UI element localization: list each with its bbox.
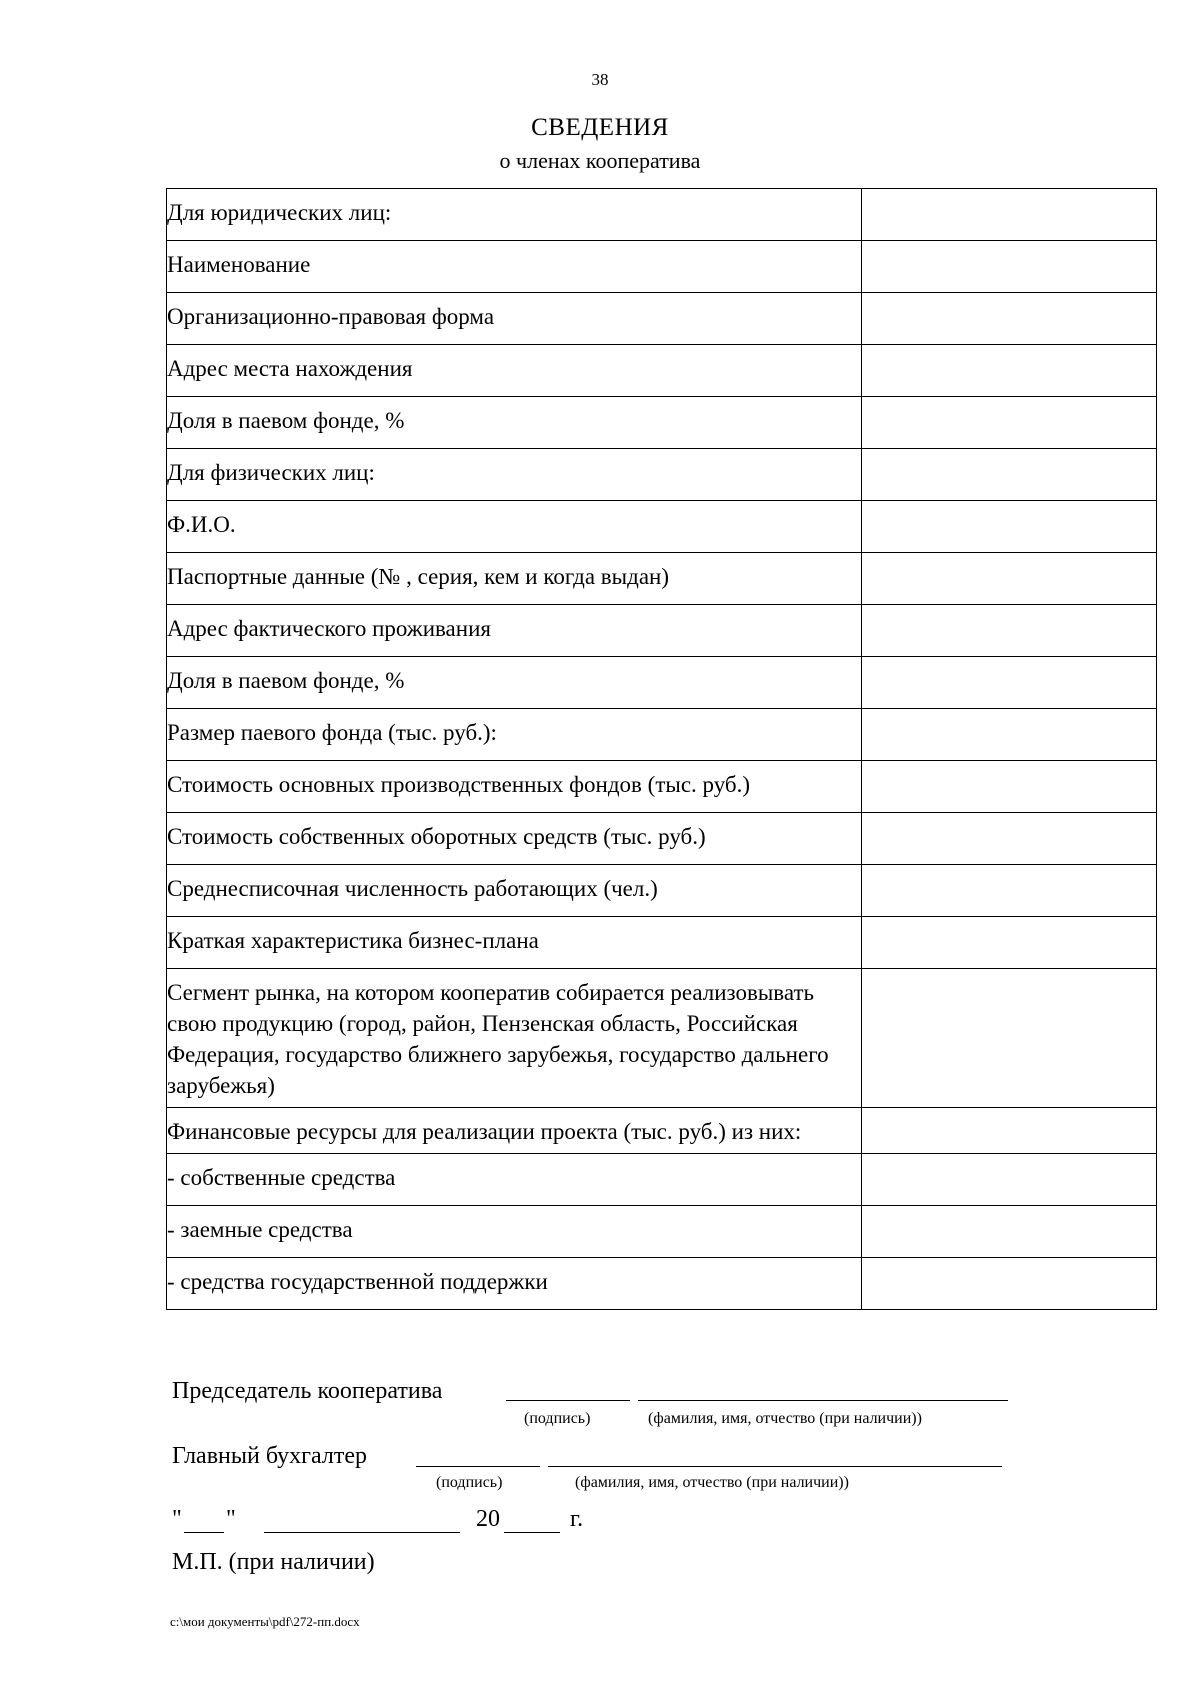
row-label: Доля в паевом фонде, % (167, 657, 862, 709)
table-row (167, 1154, 1157, 1206)
year-field[interactable] (504, 1532, 560, 1533)
value-cell[interactable] (862, 1206, 1157, 1258)
value-cell[interactable] (862, 189, 1157, 241)
value-cell[interactable] (862, 761, 1157, 813)
accountant-name-line[interactable] (548, 1466, 1002, 1467)
document-title: СВЕДЕНИЯ (531, 114, 669, 141)
value-cell[interactable] (862, 969, 1157, 1108)
row-label: Наименование (167, 241, 862, 293)
table-row (167, 293, 1157, 345)
accountant-label: Главный бухгалтер (172, 1443, 367, 1469)
value-cell[interactable] (862, 501, 1157, 553)
accountant-signature-line[interactable] (416, 1466, 540, 1467)
stamp-note: М.П. (при наличии) (172, 1549, 375, 1575)
row-label: - заемные средства (167, 1206, 862, 1258)
year-prefix: 20 (476, 1506, 500, 1532)
table-row (167, 917, 1157, 969)
table-row (167, 397, 1157, 449)
row-label: Организационно-правовая форма (167, 293, 862, 345)
accountant-name-caption: (фамилия, имя, отчество (при наличии)) (575, 1474, 849, 1491)
file-path: c:\мои документы\pdf\272-пп.docx (170, 1614, 360, 1629)
chairman-label: Председатель кооператива (172, 1378, 443, 1404)
row-label: Для физических лиц: (167, 449, 862, 501)
table-row (167, 1108, 1157, 1154)
value-cell[interactable] (862, 605, 1157, 657)
table-row (167, 761, 1157, 813)
page-number: 38 (591, 70, 609, 89)
month-field[interactable] (264, 1532, 460, 1533)
value-cell[interactable] (862, 657, 1157, 709)
row-label: Среднесписочная численность работающих (чел.) (167, 865, 862, 917)
value-cell[interactable] (862, 293, 1157, 345)
table-row (167, 1258, 1157, 1310)
row-label: Размер паевого фонда (тыс. руб.): (167, 709, 862, 761)
row-label: - собственные средства (167, 1154, 862, 1206)
row-label: Адрес фактического проживания (167, 605, 862, 657)
value-cell[interactable] (862, 813, 1157, 865)
value-cell[interactable] (862, 917, 1157, 969)
row-label: Сегмент рынка, на котором кооператив собирается реализовывать свою продукцию (город, район, Пензенская область, Российская Федерация, государство ближнего зарубежья, государство дальнего зарубежья) (167, 969, 862, 1108)
value-cell[interactable] (862, 1154, 1157, 1206)
chairman-name-line[interactable] (638, 1400, 1008, 1401)
row-label: Стоимость основных производственных фондов (тыс. руб.) (167, 761, 862, 813)
value-cell[interactable] (862, 709, 1157, 761)
date-line (172, 1506, 772, 1536)
value-cell[interactable] (862, 397, 1157, 449)
table-row (167, 657, 1157, 709)
table-row (167, 345, 1157, 397)
table-row (167, 189, 1157, 241)
table-row (167, 501, 1157, 553)
value-cell[interactable] (862, 1108, 1157, 1154)
table-row (167, 813, 1157, 865)
row-label: Паспортные данные (№ , серия, кем и когда выдан) (167, 553, 862, 605)
value-cell[interactable] (862, 1258, 1157, 1310)
value-cell[interactable] (862, 241, 1157, 293)
table-row (167, 709, 1157, 761)
date-close-quote: " (226, 1506, 236, 1532)
chairman-signature-caption: (подпись) (524, 1410, 591, 1427)
value-cell[interactable] (862, 345, 1157, 397)
row-label: Адрес места нахождения (167, 345, 862, 397)
table-row (167, 449, 1157, 501)
member-info-table (166, 188, 1157, 1310)
row-label: Стоимость собственных оборотных средств (тыс. руб.) (167, 813, 862, 865)
row-label: Доля в паевом фонде, % (167, 397, 862, 449)
date-open-quote: " (172, 1506, 182, 1532)
day-field[interactable] (184, 1532, 224, 1533)
row-label: Финансовые ресурсы для реализации проекта (тыс. руб.) из них: (167, 1108, 862, 1154)
chairman-name-caption: (фамилия, имя, отчество (при наличии)) (648, 1410, 922, 1427)
document-subtitle: о членах кооператива (499, 148, 701, 173)
table-row (167, 553, 1157, 605)
table-row (167, 1206, 1157, 1258)
table-row (167, 865, 1157, 917)
year-suffix: г. (570, 1506, 584, 1532)
row-label: Ф.И.О. (167, 501, 862, 553)
table-row (167, 241, 1157, 293)
accountant-signature-caption: (подпись) (436, 1474, 503, 1491)
table-row (167, 969, 1157, 1108)
value-cell[interactable] (862, 553, 1157, 605)
table-row (167, 605, 1157, 657)
row-label: Для юридических лиц: (167, 189, 862, 241)
chairman-signature-line[interactable] (506, 1400, 630, 1401)
value-cell[interactable] (862, 865, 1157, 917)
row-label: Краткая характеристика бизнес-плана (167, 917, 862, 969)
value-cell[interactable] (862, 449, 1157, 501)
row-label: - средства государственной поддержки (167, 1258, 862, 1310)
